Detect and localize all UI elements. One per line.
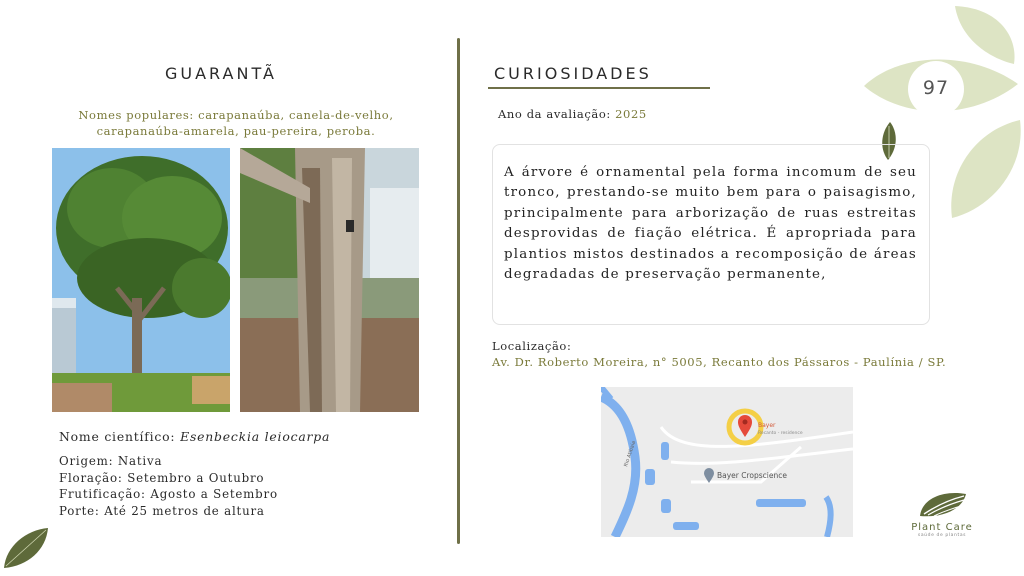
fruiting: Frutificação: Agosto a Setembro bbox=[59, 487, 278, 502]
leaf-shape bbox=[955, 6, 1015, 64]
scientific-name bbox=[59, 429, 330, 446]
location-label: Localização: bbox=[492, 339, 572, 353]
brand-logo bbox=[900, 488, 984, 538]
location-map[interactable] bbox=[601, 387, 853, 537]
description-box bbox=[492, 144, 930, 325]
location bbox=[492, 338, 946, 370]
evaluation-year bbox=[498, 107, 647, 121]
scientific-name-label: Nome científico: bbox=[59, 429, 181, 444]
brand-tagline: saúde de plantas bbox=[917, 533, 967, 538]
species-info bbox=[59, 429, 330, 520]
location-address: Av. Dr. Roberto Moreira, n° 5005, Recanto dos Pássaros - Paulínia / SP. bbox=[492, 355, 947, 369]
brand-name: Plant Care bbox=[911, 522, 973, 533]
column-divider bbox=[457, 38, 460, 544]
evaluation-year-value: 2025 bbox=[615, 107, 647, 121]
title-underline bbox=[488, 87, 710, 89]
flowering: Floração: Setembro a Outubro bbox=[59, 470, 265, 485]
popular-names-line-2: carapanaúba-amarela, pau-pereira, peroba. bbox=[96, 124, 376, 138]
scientific-name-value: Esenbeckia leiocarpa bbox=[180, 429, 331, 444]
road-label: Rio Atibaia bbox=[623, 440, 638, 468]
trunk-photo bbox=[240, 148, 419, 412]
popular-names-line-1: Nomes populares: carapanaúba, canela-de-velho, bbox=[78, 108, 394, 122]
tree-photo bbox=[52, 148, 230, 412]
popular-names bbox=[52, 107, 420, 139]
page-number: 97 bbox=[922, 77, 950, 99]
evaluation-year-label: Ano da avaliação: bbox=[498, 107, 616, 121]
leaf-shape bbox=[951, 120, 1020, 218]
brand-leaf-icon bbox=[914, 488, 970, 520]
species-title: GUARANTÃ bbox=[165, 64, 277, 83]
origin: Origem: Nativa bbox=[59, 453, 163, 468]
curiosities-title: CURIOSIDADES bbox=[494, 64, 652, 83]
decorative-leaf-bottom-left bbox=[0, 524, 52, 572]
place-label: Bayer Cropscience bbox=[717, 471, 787, 480]
description-text: A árvore é ornamental pela forma incomum de seu tronco, prestando-se muito bem para o paisagismo, principalmente para arborização de ruas estreitas desprovidas de fiação elétrica. É apropriada para plantios mistos destinados a recomposição de áreas degradadas de preservação permanente, bbox=[504, 165, 917, 283]
pin-label: Bayer bbox=[758, 422, 776, 429]
pin-sublabel: Recanto - residence bbox=[758, 431, 803, 436]
size: Porte: Até 25 metros de altura bbox=[59, 504, 265, 519]
